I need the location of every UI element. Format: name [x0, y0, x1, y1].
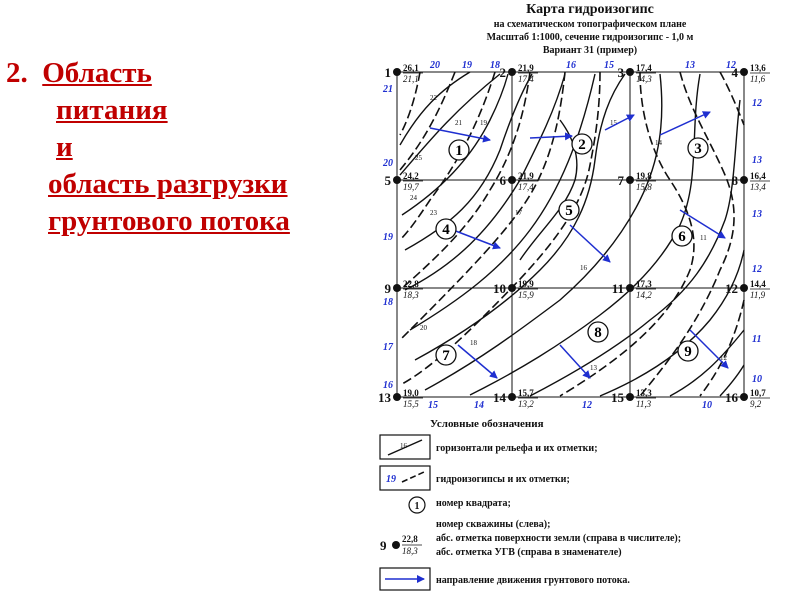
well-dot — [393, 284, 401, 292]
hydro-label: 13 — [752, 209, 762, 220]
svg-text:7: 7 — [442, 348, 450, 364]
svg-text:1: 1 — [455, 143, 463, 159]
well-surface: 21,9 — [518, 63, 534, 73]
title-number: 2. — [6, 57, 28, 89]
square-numbers — [436, 134, 708, 365]
well-5 — [385, 171, 424, 192]
hydro-label: 11 — [752, 334, 762, 345]
well-15 — [611, 388, 656, 409]
hydro-label: 10 — [752, 374, 762, 385]
legend-hydro-sample: 19 — [386, 474, 396, 485]
hydro-label: 19 — [462, 60, 472, 71]
hydro-label: 15 — [428, 400, 438, 411]
well-gw-level: 17,4 — [518, 182, 534, 192]
well-dot — [740, 393, 748, 401]
hydro-label: 21 — [383, 84, 393, 95]
well-surface: 16,4 — [750, 171, 766, 181]
square-9 — [678, 341, 698, 361]
svg-text:2: 2 — [578, 137, 586, 153]
well-10 — [493, 279, 538, 300]
well-surface: 10,7 — [750, 388, 766, 398]
well-gw-level: 13,2 — [518, 399, 534, 409]
well-dot — [626, 393, 634, 401]
well-surface: 22,8 — [403, 279, 419, 289]
well-7 — [618, 171, 657, 192]
flow-arrow — [660, 112, 710, 135]
legend-well-surface: 22,8 — [402, 534, 418, 544]
contour-label: 16 — [580, 264, 587, 272]
well-number: 7 — [617, 173, 624, 188]
well-number: 11 — [611, 281, 624, 296]
hydro-label: 18 — [490, 60, 500, 71]
well-surface: 13,3 — [636, 388, 652, 398]
well-number: 14 — [493, 390, 506, 405]
well-4 — [732, 63, 771, 84]
well-number: 12 — [725, 281, 738, 296]
svg-text:4: 4 — [442, 222, 450, 238]
hydro-label: 13 — [752, 155, 762, 166]
well-3 — [618, 63, 657, 84]
well-number: 13 — [378, 390, 391, 405]
well-dot — [740, 284, 748, 292]
contour-label: 20 — [420, 324, 427, 332]
legend-square-sample: 1 — [414, 501, 420, 512]
hydro-label: 16 — [383, 380, 393, 391]
contour-label: 23 — [430, 209, 437, 217]
svg-text:9: 9 — [684, 344, 692, 360]
well-number: 8 — [731, 173, 738, 188]
legend-well-text-2: абс. отметка поверхности земли (справа в числителе); — [436, 533, 682, 544]
hydro-label: 10 — [702, 400, 712, 411]
well-surface: 24,2 — [403, 171, 419, 181]
well-gw-level: 19,7 — [403, 182, 419, 192]
well-surface: 19,8 — [636, 171, 652, 181]
well-gw-level: 15,8 — [636, 182, 652, 192]
contour-label: 14 — [655, 139, 662, 147]
well-surface: 26,1 — [403, 63, 419, 73]
well-number: 15 — [611, 390, 624, 405]
well-gw-level: 17,4 — [518, 74, 534, 84]
well-number: 1 — [384, 65, 391, 80]
well-dot — [626, 176, 634, 184]
well-gw-level: 11,6 — [750, 74, 766, 84]
legend-square-text: номер квадрата; — [436, 498, 511, 509]
map-title: Карта гидроизогипс — [526, 2, 654, 17]
well-dot — [393, 393, 401, 401]
well-gw-level: 21,1 — [403, 74, 419, 84]
well-14 — [493, 388, 538, 409]
well-number: 5 — [384, 173, 391, 188]
well-surface: 13,6 — [750, 63, 766, 73]
contour-label: 13 — [590, 364, 597, 372]
well-surface: 17,4 — [636, 63, 652, 73]
square-4 — [436, 219, 456, 239]
well-dot — [393, 176, 401, 184]
well-gw-level: 13,4 — [750, 182, 766, 192]
title-word-razgruzki: область разгрузки — [48, 168, 288, 200]
legend-arrow-text: направление движения грунтового потока. — [436, 575, 630, 586]
svg-text:3: 3 — [694, 141, 702, 157]
contour-label: 25 — [415, 154, 422, 162]
well-number: 6 — [499, 173, 506, 188]
hydro-label: 14 — [474, 400, 484, 411]
square-8 — [588, 322, 608, 342]
well-gw-level: 11,3 — [636, 399, 652, 409]
well-dot — [740, 68, 748, 76]
legend-well-dot — [392, 541, 400, 549]
well-gw-level: 14,2 — [636, 290, 652, 300]
legend-contour-text: горизонтали рельефа и их отметки; — [436, 443, 598, 454]
well-dot — [508, 176, 516, 184]
hydro-label: 20 — [430, 60, 440, 71]
square-5 — [559, 200, 579, 220]
well-number: 2 — [499, 65, 506, 80]
well-gw-level: 14,3 — [636, 74, 652, 84]
square-2 — [572, 134, 592, 154]
legend-contour-sample: 16 — [400, 442, 407, 450]
hydro-label: 17 — [383, 342, 393, 353]
square-6 — [672, 226, 692, 246]
well-8 — [732, 171, 771, 192]
hydro-label: 12 — [752, 98, 762, 109]
hydro-label: 19 — [383, 232, 393, 243]
legend-well-text-3: абс. отметка УГВ (справа в знаменателе) — [436, 547, 622, 558]
hydro-label: 12 — [752, 264, 762, 275]
well-number: 3 — [617, 65, 624, 80]
well-surface: 17,3 — [636, 279, 652, 289]
hydro-label: 13 — [685, 60, 695, 71]
flow-arrow — [570, 225, 610, 262]
legend-well-num: 9 — [380, 538, 387, 553]
legend-well-gw: 18,3 — [402, 546, 418, 556]
title-word-pitaniya: питания — [56, 94, 168, 126]
well-dot — [626, 68, 634, 76]
svg-text:5: 5 — [565, 203, 573, 219]
contour-label: 12 — [720, 354, 727, 362]
well-dot — [393, 68, 401, 76]
well-number: 4 — [731, 65, 738, 80]
flow-arrow — [560, 345, 590, 378]
svg-text:6: 6 — [678, 229, 686, 245]
well-gw-level: 11,9 — [750, 290, 766, 300]
square-7 — [436, 345, 456, 365]
well-gw-level: 15,9 — [518, 290, 534, 300]
title-word-oblast: Область — [42, 57, 152, 89]
title-word-i: и — [56, 131, 73, 163]
well-surface: 14,4 — [750, 279, 766, 289]
well-gw-level: 9,2 — [750, 399, 762, 409]
map-variant: Вариант 31 (пример) — [542, 45, 638, 56]
well-dot — [740, 176, 748, 184]
legend-title: Условные обозначения — [430, 418, 544, 430]
contour-label: 17 — [515, 209, 522, 217]
contour-label: 18 — [470, 339, 477, 347]
hydro-label: 20 — [383, 158, 393, 169]
well-dot — [508, 393, 516, 401]
square-3 — [688, 138, 708, 158]
well-6 — [500, 171, 539, 192]
well-surface: 19,9 — [518, 279, 534, 289]
contour-label: 21 — [455, 119, 462, 127]
well-number: 9 — [384, 281, 391, 296]
contour-label: 22 — [430, 94, 437, 102]
contour-label: 19 — [480, 119, 487, 127]
legend-hydro-text: гидроизогипсы и их отметки; — [436, 474, 570, 485]
well-surface: 19,0 — [403, 388, 419, 398]
contour-label: 11 — [700, 234, 707, 242]
legend — [380, 418, 681, 590]
flow-arrow — [430, 128, 490, 140]
square-1 — [449, 140, 469, 160]
well-12 — [725, 279, 770, 300]
map-scale: Масштаб 1:1000, сечение гидроизогипс - 1,0 м — [486, 32, 694, 43]
hydro-label: 12 — [726, 60, 736, 71]
well-gw-level: 15,5 — [403, 399, 419, 409]
contour-label: 24 — [410, 194, 417, 202]
hydro-label: 16 — [566, 60, 576, 71]
well-surface: 21,9 — [518, 171, 534, 181]
well-gw-level: 18,3 — [403, 290, 419, 300]
flow-arrow — [530, 136, 572, 138]
well-surface: 15,7 — [518, 388, 534, 398]
well-13 — [378, 388, 423, 409]
well-11 — [612, 279, 656, 300]
well-dot — [508, 68, 516, 76]
svg-text:8: 8 — [594, 325, 602, 341]
legend-well-text-1: номер скважины (слева); — [436, 519, 551, 530]
map-subtitle: на схематическом топографическом плане — [493, 19, 687, 30]
hydro-label: 12 — [582, 400, 592, 411]
well-dot — [508, 284, 516, 292]
contour-label: 15 — [610, 119, 617, 127]
well-number: 10 — [493, 281, 506, 296]
hydro-label: 15 — [604, 60, 614, 71]
well-16 — [725, 388, 770, 409]
well-number: 16 — [725, 390, 738, 405]
well-dot — [626, 284, 634, 292]
title-word-potoka: грунтового потока — [48, 205, 290, 237]
well-1 — [385, 63, 424, 84]
hydro-label: 18 — [383, 297, 393, 308]
